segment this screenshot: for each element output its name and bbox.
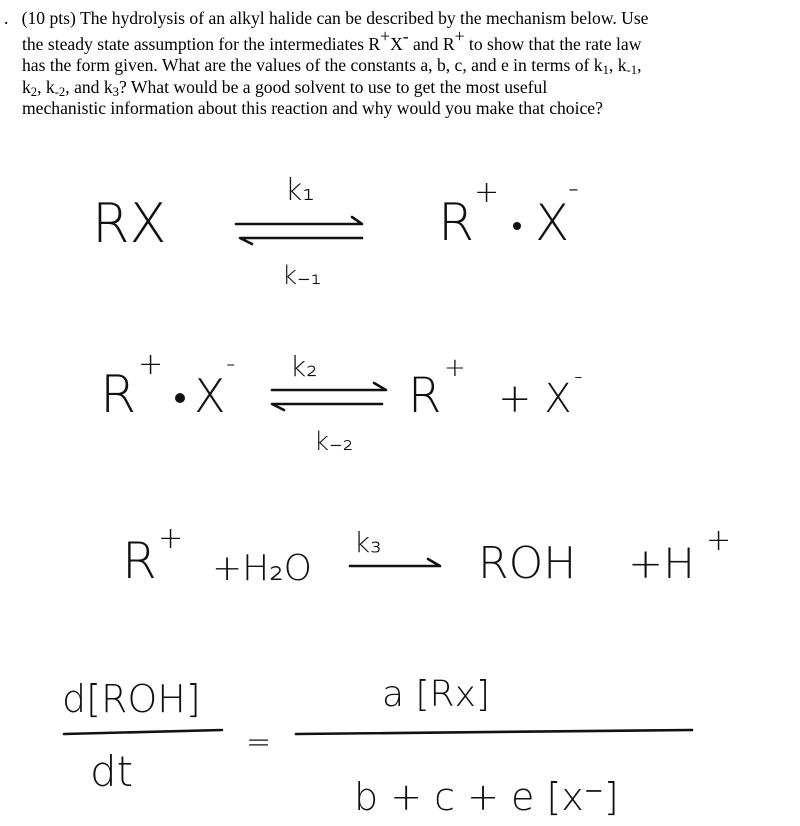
problem-points: (10 pts) [21, 8, 76, 28]
problem-line5-text: mechanistic information about this reaction and why would you make that choice? [22, 98, 603, 118]
r3-water: +H₂O [212, 548, 313, 589]
sub-3: 3 [112, 84, 119, 99]
r2-reactant-minus: - [226, 349, 236, 379]
r2-product-X: + X [498, 376, 572, 422]
sup-minus-1: - [402, 25, 409, 46]
rate-equals: = [246, 725, 272, 760]
r1-product-X: X [535, 194, 570, 252]
r1-k-reverse: k₋₁ [282, 261, 322, 291]
problem-line4-b: , k [37, 76, 55, 97]
r1-ion-pair-dot [513, 222, 521, 230]
problem-line2-c: and R [408, 33, 455, 54]
r3-reactant-plus: + [158, 521, 184, 556]
r2-product-plus: + [444, 353, 466, 383]
rate-numerator-derivative: d[ROH] [62, 677, 201, 721]
r1-reactant: RX [92, 192, 167, 255]
r2-reactant-plus: + [138, 347, 164, 382]
r3-k: k₃ [354, 526, 382, 559]
rate-fraction-bar [296, 730, 692, 734]
problem-line3-text: has the form given. What are the values of the constants a, b, c, and e in terms of k [22, 55, 603, 75]
r2-reverse-arrow [272, 404, 382, 410]
problem-line2-b: X [390, 33, 403, 54]
r2-ion-pair-dot [175, 393, 185, 403]
r2-product-minus: - [574, 362, 583, 390]
problem-line-3: has the form given. What are the values of the constants a, b, c, and e in terms of k1, k-1, [22, 55, 642, 78]
sub-2: 2 [30, 84, 38, 99]
comma-2: , [637, 55, 642, 75]
r2-reactant-R: R [100, 365, 137, 425]
sub-m2: -2 [54, 84, 66, 99]
problem-line2-a: the steady state assumption for the intermediates R [22, 33, 381, 54]
rate-fraction-denominator: b + c + e [x⁻] [354, 775, 619, 819]
r3-product: ROH [478, 538, 577, 589]
problem-line2-d: to show that the rate law [464, 33, 642, 54]
r1-reverse-arrow [240, 238, 362, 244]
r2-k-reverse: k₋₂ [314, 427, 354, 457]
r3-reactant-R: R [122, 532, 157, 590]
problem-marker: . [4, 8, 9, 28]
problem-line4-d: ? What would be a good solvent to use to get the most useful [119, 76, 548, 97]
rate-denominator-dt: dt [90, 747, 134, 796]
r3-arrow [350, 559, 440, 566]
sub-m1: -1 [626, 63, 638, 78]
r2-product-R: R [408, 368, 442, 424]
comma-1: , [608, 55, 614, 75]
r1-forward-arrow [236, 217, 362, 224]
rate-derivative-bar [64, 730, 222, 734]
r3-proton: +H [628, 539, 695, 588]
r1-product-R: R [438, 193, 475, 253]
r1-k-forward: k₁ [285, 173, 315, 208]
sub-1: 1 [602, 63, 609, 78]
r2-forward-arrow [272, 383, 386, 390]
rate-fraction-numerator: a [Rx] [382, 674, 490, 715]
problem-line4-c: , and k [65, 76, 113, 97]
problem-line1-text: The hydrolysis of an alkyl halide can be described by the mechanism below. Use [79, 8, 649, 28]
r1-product-minus: - [568, 171, 579, 206]
sup-plus-2: + [454, 25, 465, 46]
r2-reactant-X: X [194, 369, 226, 423]
r2-k-forward: k₂ [290, 350, 318, 383]
sup-plus-1: + [380, 25, 391, 46]
r1-product-plus: + [474, 175, 500, 210]
r3-proton-plus: + [706, 523, 732, 558]
problem-line4-a: k [22, 76, 31, 97]
